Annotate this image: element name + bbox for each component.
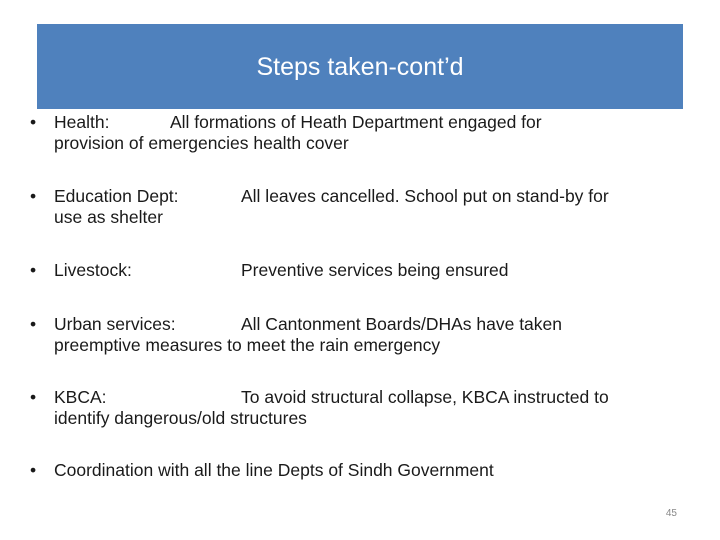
bullet-label: KBCA:	[54, 387, 107, 407]
bullet-label: Livestock:	[54, 260, 132, 280]
bullet-text-line2: provision of emergencies health cover	[54, 133, 349, 153]
bullet-icon: •	[30, 186, 37, 206]
bullet-icon: •	[30, 387, 37, 407]
bullet-text-line2: use as shelter	[54, 207, 163, 227]
bullet-text-line1: All Cantonment Boards/DHAs have taken	[241, 314, 562, 334]
bullet-icon: •	[30, 112, 37, 132]
bullet-label: Education Dept:	[54, 186, 179, 206]
bullet-text-line2: preemptive measures to meet the rain emergency	[54, 335, 441, 355]
bullet-text-line1: All leaves cancelled. School put on stand-by for	[241, 186, 609, 206]
bullet-icon: •	[30, 460, 37, 480]
bullet-label: Coordination with all the line Depts of Sindh Government	[54, 460, 494, 480]
bullet-text-line1: Preventive services being ensured	[241, 260, 509, 280]
bullet-icon: •	[30, 314, 37, 334]
bullet-label: Urban services:	[54, 314, 176, 334]
bullet-text-line1: To avoid structural collapse, KBCA instructed to	[241, 387, 609, 407]
bullet-text-line1: All formations of Heath Department engaged for	[170, 112, 542, 132]
bullet-label: Health:	[54, 112, 110, 132]
slide-title: Steps taken-cont’d	[256, 53, 464, 81]
bullet-icon: •	[30, 260, 37, 280]
title-bar	[37, 24, 683, 109]
bullet-text-line2: identify dangerous/old structures	[54, 408, 307, 428]
page-number: 45	[665, 508, 677, 519]
